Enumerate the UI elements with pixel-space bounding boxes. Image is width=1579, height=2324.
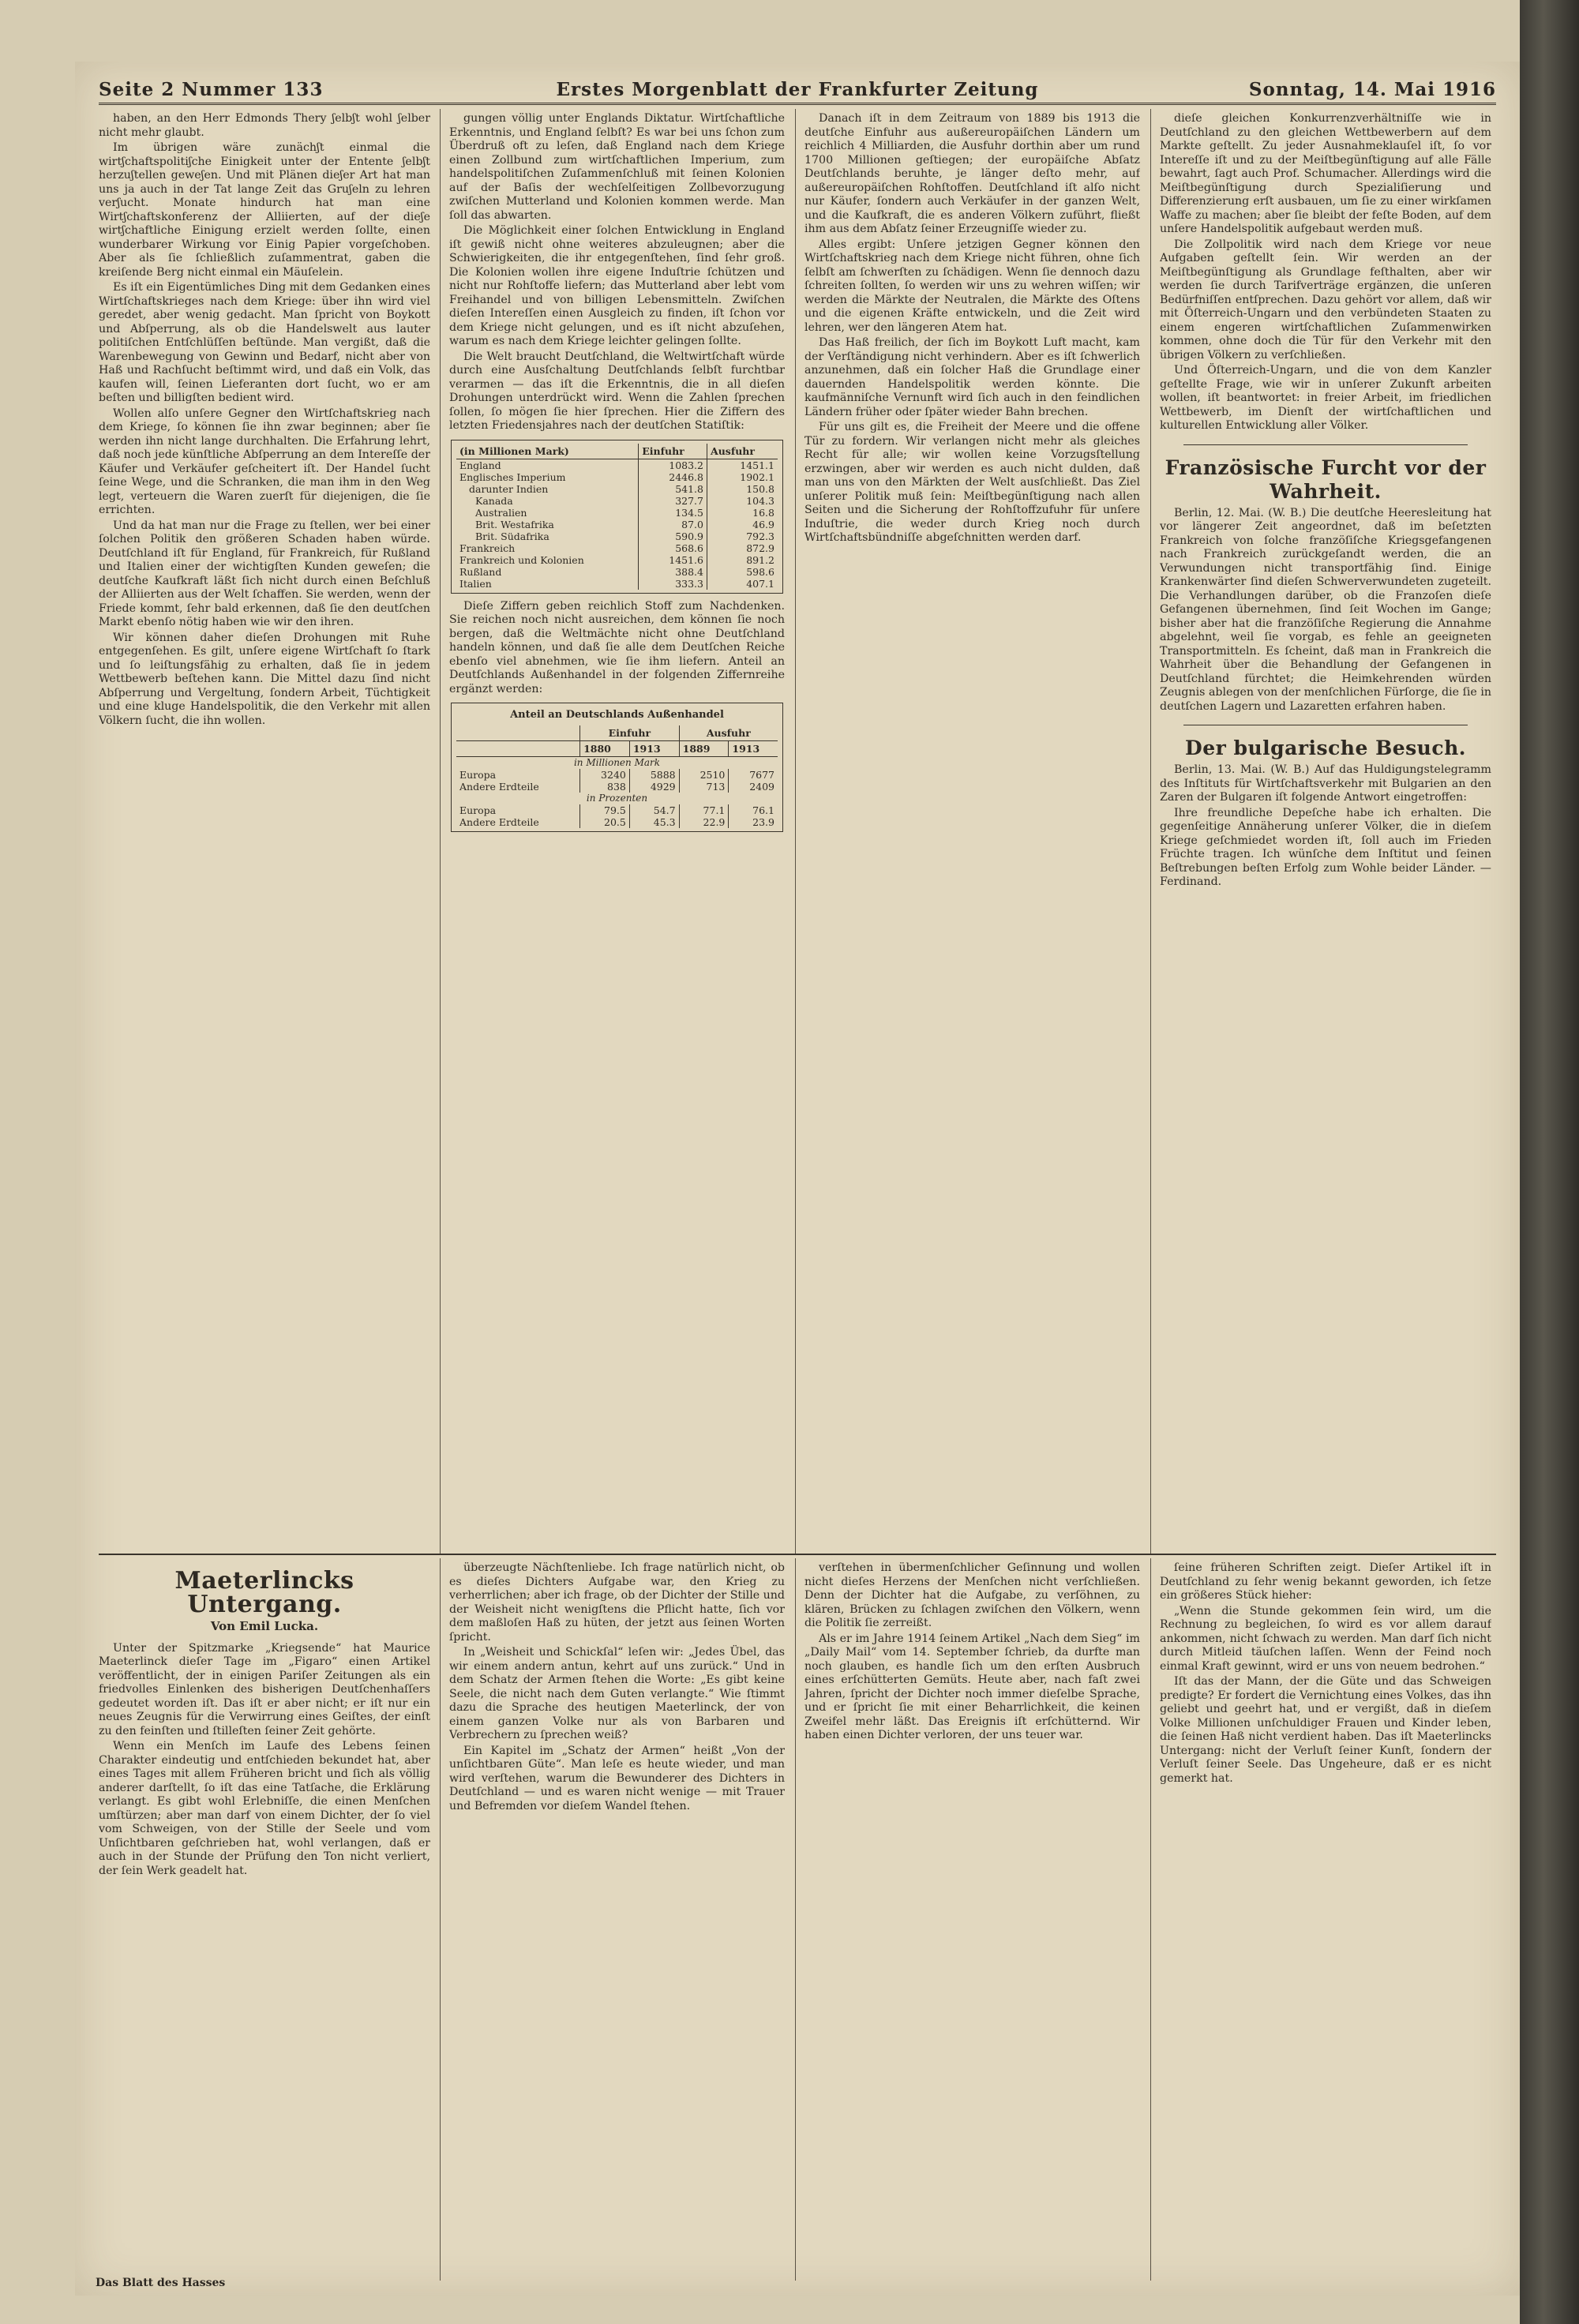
- table-cell: 46.9: [707, 519, 778, 530]
- paragraph: Das Haß freilich, der ſich im Boykott Luft macht, kam der Verſtändigung nicht verhindern. Aber es iſt ſchwerlich anzunehmen, daß ein ſolcher Haß die Grundlage einer dauernden Handelspolitik werden könnte. Die kaufmänniſche Vernunft wird ſich auch in den feindlichen Ländern früher oder ſpäter wieder Bahn brechen.: [805, 336, 1140, 418]
- table-cell: Rußland: [459, 565, 502, 578]
- column-1: [99, 112, 430, 1549]
- paragraph: Dieſe Ziffern geben reichlich Stoff zum Nachdenken. Sie reichen noch nicht ausreichen, dem können ſie noch bergen, daß die Weltmächte nicht ohne Deutſchland handeln können, und daß ſie alle dem Deutſchen Reiche ebenſo viel abnehmen, wie ſie ihm liefern. Anteil an Deutſchlands Außenhandel in der folgenden Ziffernreihe ergänzt werden:: [449, 599, 785, 695]
- table-cell: 134.5: [639, 507, 707, 519]
- byline: Von Emil Lucka.: [210, 1619, 319, 1633]
- feuilleton-column-1: [99, 1561, 430, 2276]
- table-row: [456, 566, 778, 578]
- bottom-line-text: Das Blatt des Hasses: [96, 2277, 226, 2289]
- paragraph: überzeugte Nächſtenliebe. Ich frage natürlich nicht, ob es dieſes Dichters Aufgabe war, den Krieg zu verherrlichen; aber ich frage, ob der Dichter der Stille und der Weisheit nicht wenigſtens die Pflicht hatte, ſich vor dem maßloſen Haß zu hüten, der jetzt aus ſeinen Worten ſpricht.: [449, 1561, 785, 1644]
- book-spine: [1520, 0, 1579, 2324]
- paragraph: Und da hat man nur die Frage zu ſtellen, wer bei einer ſolchen Politik den größeren Schaden haben würde. Deutſchland iſt für England, für Frankreich, für Rußland und Italien einer der wichtigſten Kunden geweſen; die deutſche Kaufkraft läßt ſich nicht durch einen Beſchluß der Alliierten aus der Welt ſchaffen. Sie werden, wenn der Friede kommt, ſehr bald erkennen, daß ſie den deutſchen Markt ebenſo nötig haben wie wir den ihren.: [99, 519, 430, 628]
- table-cell: 3240: [580, 769, 630, 781]
- table-row: [456, 554, 778, 566]
- table-cell: 7677: [729, 769, 778, 781]
- column-divider: [795, 1558, 796, 2281]
- trade-table-2-title: Anteil an Deutschlands Außenhandel: [510, 709, 724, 721]
- table-row: [456, 459, 778, 471]
- table-cell: 5888: [629, 769, 679, 781]
- paragraph: Wir können daher dieſen Drohungen mit Ruhe entgegenſehen. Es gilt, unſere eigene Wirtſchaft ſo ſtark und ſo leiſtungsfähig zu erhalten, daß ſie in jedem Wettbewerb beſtehen kann. Die Mittel dazu ſind nicht Abſperrung und Vergeltung, ſondern Arbeit, Tüchtigkeit und eine kluge Handelspolitik, die den Verkehr mit allen Völkern ſucht, die ihn wollen.: [99, 631, 430, 727]
- table-cell: Australien: [475, 506, 527, 519]
- table-row: [456, 769, 778, 781]
- table-cell: 79.5: [580, 804, 630, 816]
- paragraph: Ein Kapitel im „Schatz der Armen“ heißt „Von der unſichtbaren Güte“. Man leſe es heute wieder, und man wird verſtehen, warum die Bewunderer des Dichters in Deutſchland — und es waren nicht wenige — mit Trauer und Befremden vor dieſem Wandel ſtehen.: [449, 1744, 785, 1812]
- column-divider: [1150, 109, 1151, 1554]
- section-separator: [1183, 444, 1468, 445]
- table-cell: 1902.1: [707, 471, 778, 483]
- table-cell: 407.1: [707, 578, 778, 590]
- newspaper-title: Erstes Morgenblatt der Frankfurter Zeitung: [556, 79, 1039, 100]
- table-cell: 76.1: [729, 804, 778, 816]
- table-cell: 568.6: [639, 542, 707, 554]
- paragraph: Im übrigen wäre zunächʃt einmal die wirtʃchaftspolitiʃche Einigkeit unter der Entente ʃelbʃt herzuʃtellen geweʃen. Und mit Plänen dieʃer Art hat man uns ja auch in der Tat lange Zeit das Gruʃeln zu lehren verʃucht. Monate hindurch hat man eine Wirtʃchaftskonferenz der Alliierten, auf der dieʃe wirtʃchaftliche Einigung erzielt werden ſollte, einen wunderbarer Wirkung vor Einig Papier vorgeſchoben. Aber als ſie ſchließlich zuſammentrat, gaben die kreiſende Berg nicht einmal ein Mäuſelein.: [99, 141, 430, 279]
- table-header: [456, 740, 580, 756]
- paragraph: Wenn ein Menſch im Laufe des Lebens ſeinen Charakter eindeutig und entſchieden bekundet hat, aber eines Tages mit allem Früheren bricht und ſich als völlig anderer darſtellt, ſo iſt das eine Tatſache, die Erklärung verlangt. Es gibt wohl Erlebniſſe, die einen Menſchen umſtürzen; aber man darf von einem Dichter, der ſo viel vom Schweigen, von der Stille der Seele und vom Unſichtbaren geſchrieben hat, wohl verlangen, daß er auch in der Stunde der Prüfung den Ton nicht verliert, der ſein Werk geadelt hat.: [99, 1740, 430, 1877]
- table-row: [456, 495, 778, 507]
- trade-table-2: [451, 703, 783, 832]
- column-2: [449, 112, 785, 1549]
- paragraph: Berlin, 12. Mai. (W. B.) Die deutſche Heeresleitung hat vor längerer Zeit angeordnet, daß im beſetzten Frankreich von ſolche franzöſiſche Kriegsgefangenen nach Frankreich zurückgeſandt werden, die an Verwundungen nicht transportfähig ſind. Einige Krankenwärter ſind dieſen Schwerverwundeten zugeteilt. Die Verhandlungen darüber, ob die Franzoſen dieſe Gefangenen übernehmen, ſind ſeit Wochen im Gange; bisher aber hat die franzöſiſche Regierung die Annahme abgelehnt, weil ſie vorgab, es fehle an geeigneten Transportmitteln. Es ſcheint, daß man in Frankreich die Wahrheit über die Behandlung der Gefangenen in Deutſchland fürchtet; die Heimkehrenden würden Zeugnis ablegen von der menſchlichen Fürſorge, die ſie in deutſchen Lagern und Lazaretten erfahren haben.: [1160, 506, 1491, 713]
- trade-table-2-grid: [456, 725, 778, 828]
- paragraph: Iſt das der Mann, der die Güte und das Schweigen predigte? Er fordert die Vernichtung eines Volkes, das ihn geliebt und geehrt hat, und er vergißt, daß in dieſem Volke Millionen unſchuldiger Frauen und Kinder leben, die ſeinen Haß nicht verdient haben. Das iſt Maeterlincks Untergang: nicht der Verluſt ſeiner Kunſt, ſondern der Verluſt ſeiner Seele. Das Ungeheure, daß er es nicht gemerkt hat.: [1160, 1675, 1491, 1785]
- table-header: 1889: [679, 740, 729, 756]
- table-cell: Brit. Südafrika: [475, 530, 549, 542]
- table-row: [456, 816, 778, 828]
- paragraph: ſeine früheren Schriften zeigt. Dieſer Artikel iſt in Deutſchland zu ſehr wenig bekannt geworden, ich ſetze ein größeres Stück hieher:: [1160, 1561, 1491, 1602]
- table-cell: 713: [679, 781, 729, 793]
- table-cell: 104.3: [707, 495, 778, 507]
- table-cell: 2446.8: [639, 471, 707, 483]
- table-cell: 872.9: [707, 542, 778, 554]
- table-cell: 590.9: [639, 530, 707, 542]
- table-header: (in Millionen Mark): [456, 444, 639, 459]
- paragraph: gungen völlig unter Englands Diktatur. Wirtſchaftliche Erkenntnis, und England ſelbſt? Es war bei uns ſchon zum Überdruß oft zu leſen, daß England nach dem Kriege einen Zollbund zum wirtſchaftlichen Imperium, zum handelspolitiſchen Zuſammenſchluß mit ſeinen Kolonien auf der Baſis der wechſelſeitigen Zollbevorzugung zwiſchen Mutterland und Kolonien kommen werde. Man ſoll das abwarten.: [449, 112, 785, 222]
- table-cell: 20.5: [580, 816, 630, 828]
- table-row: [456, 781, 778, 793]
- table-cell: 891.2: [707, 554, 778, 566]
- table-row: [456, 519, 778, 530]
- feuilleton-column-3: [805, 1561, 1140, 2276]
- headline-bulg: Der bulgarische Besuch.: [1185, 737, 1466, 759]
- table-header: Ausfuhr: [707, 444, 778, 459]
- headline-franz: Französische Furcht vor der Wahrheit.: [1165, 455, 1487, 503]
- table-cell: Andere Erdteile: [459, 815, 539, 828]
- paragraph: Die Welt braucht Deutſchland, die Weltwirtſchaft würde durch eine Ausſchaltung Deutſchlands ſelbſt furchtbar verarmen — das iſt die Erkenntnis, die in all dieſen Drohungen unterdrückt wird. Wenn die Zahlen ſprechen ſollen, ſo mögen ſie hier ſprechen. Hier die Ziffern des letzten Friedensjahres nach der deutſchen Statiſtik:: [449, 350, 785, 432]
- table-cell: Europa: [459, 768, 497, 781]
- table-cell: 1451.1: [707, 459, 778, 471]
- table-cell: 23.9: [729, 816, 778, 828]
- table-cell: 388.4: [639, 566, 707, 578]
- paragraph: Ihre freundliche Depeſche habe ich erhalten. Die gegenſeitige Annäherung unſerer Völker, die in dieſem Kriege geſchmiedet worden iſt, ſoll auch im Frieden Früchte tragen. Ich wünſche dem Inſtitut und ſeinen Beſtrebungen beſten Erfolg zum Wohle beider Länder. — Ferdinand.: [1160, 806, 1491, 888]
- table-cell: 333.3: [639, 578, 707, 590]
- table-row: [456, 507, 778, 519]
- column-divider: [440, 109, 441, 1554]
- table-cell: 54.7: [629, 804, 679, 816]
- feuilleton-column-4: [1160, 1561, 1491, 2276]
- trade-table-1: [451, 440, 783, 594]
- table-header: 1913: [629, 740, 679, 756]
- table-header: 1913: [729, 740, 778, 756]
- table-cell: 2409: [729, 781, 778, 793]
- table-cell: 1083.2: [639, 459, 707, 471]
- table-cell: Andere Erdteile: [459, 780, 539, 793]
- table-cell: Kanada: [475, 494, 513, 507]
- table-cell: 838: [580, 781, 630, 793]
- table-header: Einfuhr: [639, 444, 707, 459]
- table-header: 1880: [580, 740, 630, 756]
- newspaper-page: [75, 62, 1520, 2296]
- table-header: [456, 725, 580, 741]
- paragraph: verſtehen in übermenſchlicher Geſinnung und wollen nicht dieſes Herzens der Menſchen nicht verſchließen. Denn der Dichter hat die Aufgabe, zu verſöhnen, zu klären, Brücken zu ſchlagen zwiſchen den Völkern, wenn die Politik ſie zerreißt.: [805, 1561, 1140, 1629]
- issue-date: Sonntag, 14. Mai 1916: [1248, 79, 1496, 100]
- paragraph: dieſe gleichen Konkurrenzverhältniſſe wie in Deutſchland zu den gleichen Wettbewerbern auf dem Markte geſtellt. Zu jeder Ausnahmeklauſel iſt, ſo vor Intereſſe iſt und zu der Meiſtbegünſtigung auf alle Fälle bewahrt, ſagt auch Prof. Schumacher. Allerdings wird die Meiſtbegünſtigung durch Spezialiſierung und Differenzierung erſt ausbauen, um ſie zu einer wirkſamen Waffe zu machen; aber ſie bleibt der feſte Boden, auf dem unſere Handelspolitik aufgebaut werden muß.: [1160, 112, 1491, 235]
- table-cell: 2510: [679, 769, 729, 781]
- table-row: [456, 804, 778, 816]
- masthead: [99, 76, 1496, 103]
- table-cell: 77.1: [679, 804, 729, 816]
- paragraph: Die Zollpolitik wird nach dem Kriege vor neue Aufgaben geſtellt ſein. Wir werden an der Meiſtbegünſtigung als Grundlage feſthalten, aber wir werden ſie durch Tarifverträge ergänzen, die unſeren Bedürfniſſen entſprechen. Dazu gehört vor allem, daß wir mit Öſterreich-Ungarn und den verbündeten Staaten zu einem engeren wirtſchaftlichen Zuſammenwirken kommen, ohne doch die Tür für den Verkehr mit den übrigen Völkern zu verſchließen.: [1160, 238, 1491, 362]
- column-divider: [795, 109, 796, 1554]
- table-cell: 327.7: [639, 495, 707, 507]
- feuilleton-column-2: [449, 1561, 785, 2276]
- table-sublabel: in Millionen Mark: [573, 756, 661, 768]
- paragraph: In „Weisheit und Schickſal“ leſen wir: „Jedes Übel, das wir einem andern antun, kehrt auf uns zurück.“ Und in dem Schatz der Armen ſtehen die Worte: „Es gibt keine Seele, die nicht nach dem Guten verlangte.“ Wie ſtimmt dazu die Sprache des heutigen Maeterlinck, der von einem ganzen Volke nur als von Barbaren und Verbrechern zu ſprechen weiß?: [449, 1646, 785, 1741]
- table-header: Ausfuhr: [679, 725, 778, 741]
- paragraph: Für uns gilt es, die Freiheit der Meere und die offene Tür zu fordern. Wir verlangen nicht mehr als gleiches Recht für alle; wir wollen keine Vorzugsſtellung erzwingen, aber wir werden es auch nicht dulden, daß man uns von den Märkten der Welt ausſchließt. Das Ziel unſerer Politik muß ſein: Meiſtbegünſtigung nach allen Seiten und die Sicherung der Rohſtoffzufuhr für unſere Induſtrie, die weder durch Krieg noch durch Wirtſchaftsbündniſſe abgeſchnitten werden darf.: [805, 421, 1140, 544]
- table-cell: 4929: [629, 781, 679, 793]
- paragraph: Und Öſterreich-Ungarn, und die von dem Kanzler geſtellte Frage, wie wir in unſerer Zukunft arbeiten wollen, iſt beantwortet: in freier Arbeit, im friedlichen Wettbewerb, im Dienſt der wirtſchaftlichen und kulturellen Entwicklung aller Völker.: [1160, 364, 1491, 432]
- paragraph: Berlin, 13. Mai. (W. B.) Auf das Huldigungstelegramm des Inſtituts für Wirtſchaftsverkehr mit Bulgarien an den Zaren der Bulgaren iſt folgende Antwort eingetroffen:: [1160, 763, 1491, 804]
- table-cell: Brit. Westafrika: [475, 518, 554, 530]
- table-cell: Frankreich: [459, 542, 516, 554]
- table-cell: Frankreich und Kolonien: [459, 553, 584, 566]
- column-divider: [440, 1558, 441, 2281]
- table-header: Einfuhr: [580, 725, 680, 741]
- table-cell: 598.6: [707, 566, 778, 578]
- table-cell: 150.8: [707, 483, 778, 495]
- trade-table-1-grid: [456, 444, 778, 590]
- paragraph: Unter der Spitzmarke „Kriegsende“ hat Maurice Maeterlinck dieſer Tage im „Figaro“ einen Artikel veröffentlicht, der in einigen Pariſer Zeitungen als ein friedvolles Einlenken des bisherigen Deutſchenhaſſers gedeutet worden iſt. Das iſt er aber nicht; er iſt nur ein neues Zeugnis für die Verwirrung eines Geiſtes, der einſt zu den feinſten und ſtilleſten ſeiner Zeit gehörte.: [99, 1641, 430, 1737]
- column-3: [805, 112, 1140, 1549]
- table-cell: darunter Indien: [469, 482, 549, 495]
- paragraph: Als er im Jahre 1914 ſeinem Artikel „Nach dem Sieg“ im „Daily Mail“ vom 14. September ſchrieb, da durfte man noch glauben, es handle ſich um den erſten Ausbruch eines erſchütterten Gemüts. Heute aber, nach faſt zwei Jahren, ſpricht der Dichter noch immer dieſelbe Sprache, und er ſpricht ſie mit einer Beharrlichkeit, die keinen Zweifel mehr läßt. Das Ereignis iſt erſchütternd. Wir haben einen Dichter verloren, der uns teuer war.: [805, 1632, 1140, 1741]
- table-cell: 1451.6: [639, 554, 707, 566]
- table-row: [456, 530, 778, 542]
- headline-maeterlinck: Maeterlincks Untergang.: [174, 1567, 354, 1618]
- table-cell: 16.8: [707, 507, 778, 519]
- table-cell: 792.3: [707, 530, 778, 542]
- paragraph: „Wenn die Stunde gekommen ſein wird, um die Rechnung zu begleichen, ſo wird es vor allem darauf ankommen, nicht ſchwach zu werden. Man darf ſich nicht durch Mitleid täuſchen laſſen. Wenn der Feind noch einmal Kraft gewinnt, wird er uns von neuem bedrohen.“: [1160, 1604, 1491, 1673]
- column-4: [1160, 112, 1491, 1549]
- table-row: [456, 578, 778, 590]
- feuilleton-rule: [99, 1554, 1496, 1555]
- column-divider: [1150, 1558, 1151, 2281]
- paragraph: Es iſt ein Eigentümliches Ding mit dem Gedanken eines Wirtſchaftskrieges nach dem Kriege: über ihn wird viel geredet, aber wenig gedacht. Man ſpricht von Boykott und Abſperrung, als ob die Handelswelt aus lauter politiſchen Entſchlüſſen beſtünde. Man vergißt, daß die Warenbewegung von Gewinn und Bedarf, nicht aber von Haß und Rachſucht beſtimmt wird, und daß ein Volk, das kaufen will, ſeinen Lieferanten dort ſucht, wo er am beſten und billigſten bedient wird.: [99, 281, 430, 404]
- table-row: [456, 483, 778, 495]
- table-cell: Europa: [459, 804, 497, 816]
- paragraph: Die Möglichkeit einer ſolchen Entwicklung in England iſt gewiß nicht ohne weiteres abzuleugnen; aber die Schwierigkeiten, die ihr entgegenſtehen, ſind ſehr groß. Die Kolonien wollen ihre eigene Induſtrie ſchützen und nicht nur Rohſtoffe liefern; das Mutterland aber lebt vom Freihandel und von billigen Lebensmitteln. Zwiſchen dieſen Intereſſen einen Ausgleich zu finden, iſt ſchon vor dem Kriege nicht gelungen, und es iſt nicht abzuſehen, warum es nach dem Kriege leichter gelingen ſollte.: [449, 224, 785, 347]
- paragraph: Danach iſt in dem Zeitraum von 1889 bis 1913 die deutſche Einfuhr aus außereuropäiſchen Ländern um reichlich 4 Milliarden, die Ausfuhr dorthin aber um rund 1700 Millionen geſtiegen; der europäiſche Abſatz Deutſchlands beruhte, je länger deſto mehr, auf außereuropäiſchen Rohſtoffen. Deutſchland iſt alſo nicht nur Käufer, ſondern auch Verkäufer in der ganzen Welt, und die Kaufkraft, die es anderen Völkern zuführt, fließt ihm aus dem Abſatz ſeiner Erzeugniſſe wieder zu.: [805, 112, 1140, 235]
- page-number: Seite 2 Nummer 133: [99, 79, 324, 100]
- table-cell: Englisches Imperium: [459, 470, 566, 483]
- paragraph: haben, an den Herr Edmonds Thery ʃelbʃt wohl ʃelber nicht mehr glaubt.: [99, 112, 430, 139]
- table-cell: 87.0: [639, 519, 707, 530]
- paragraph: Alles ergibt: Unſere jetzigen Gegner können den Wirtſchaftskrieg nach dem Kriege nicht führen, ohne ſich ſelbſt am ſchwerſten zu ſchädigen. Wenn ſie dennoch dazu ſchreiten ſollten, ſo werden wir uns zu wehren wiſſen; wir werden die Märkte der Neutralen, die Märkte des Oſtens und die eigenen Kräfte entwickeln, und die Zeit wird lehren, wer den längeren Atem hat.: [805, 238, 1140, 334]
- paragraph: Wollen alſo unſere Gegner den Wirtſchaftskrieg nach dem Kriege, ſo können ſie ihn zwar beginnen; aber ſie werden ihn nicht lange durchhalten. Die Erfahrung lehrt, daß noch jede künſtliche Abſperrung an dem Intereſſe der Käufer und Verkäufer geſcheitert iſt. Der Handel ſucht ſeine Wege, und die Schranken, die man ihm in den Weg legt, verteuern die Waren zuerſt für diejenigen, die ſie errichten.: [99, 407, 430, 516]
- masthead-rule: [99, 103, 1496, 105]
- table-sublabel: in Prozenten: [586, 792, 648, 804]
- table-row: [456, 542, 778, 554]
- table-row: [456, 471, 778, 483]
- table-cell: England: [459, 459, 501, 471]
- table-cell: 22.9: [679, 816, 729, 828]
- table-cell: Italien: [459, 577, 492, 590]
- table-cell: 541.8: [639, 483, 707, 495]
- table-cell: 45.3: [629, 816, 679, 828]
